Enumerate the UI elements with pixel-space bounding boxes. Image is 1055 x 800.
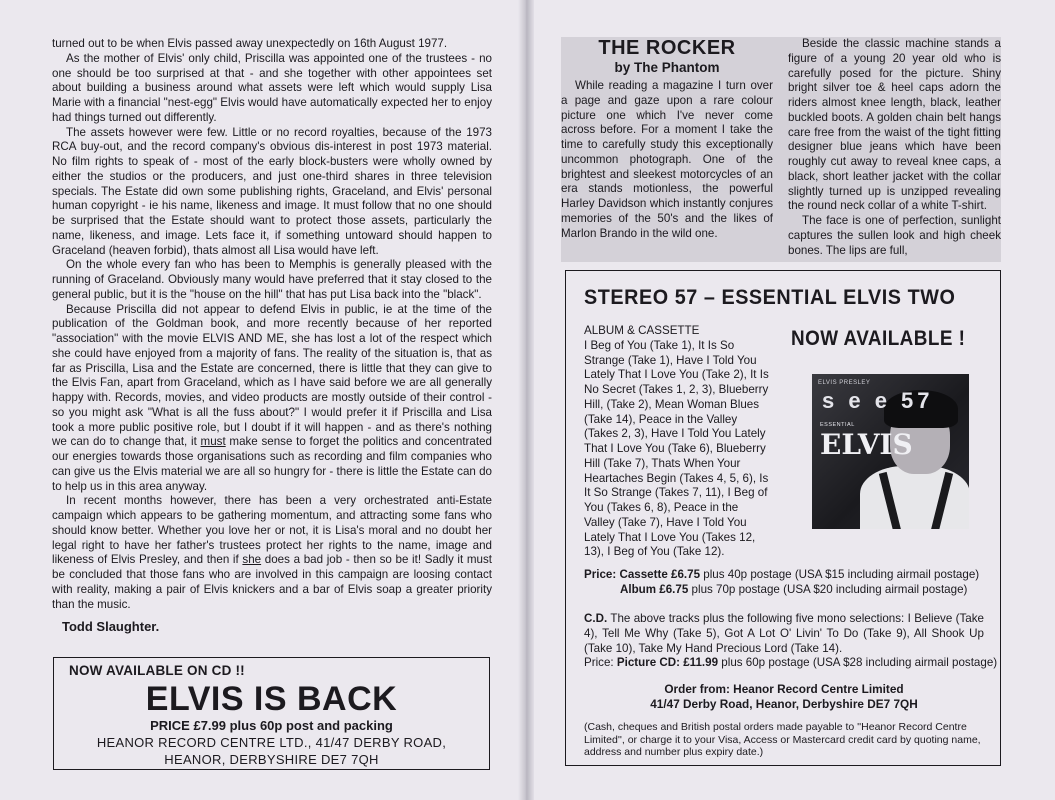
paragraph: turned out to be when Elvis passed away unexpectedly on 16th August 1977. bbox=[52, 37, 448, 50]
order-line: Order from: Heanor Record Centre Limited bbox=[664, 682, 904, 696]
ad-now-available: NOW AVAILABLE ! bbox=[791, 327, 966, 350]
cd-price-label: Picture CD: £11.99 bbox=[616, 656, 719, 669]
album-label: Album £6.75 bbox=[620, 583, 689, 596]
cd-label: C.D. bbox=[584, 612, 608, 625]
ad-title: ELVIS IS BACK bbox=[145, 680, 398, 718]
track-list bbox=[584, 324, 772, 560]
paragraph: Beside the classic machine stands a figure of a young 20 year old who is carefully posed for the picture. Shiny bright silver toe & heel caps adorn the riders almost knee length, black, leather buckled boots. A golden chain belt hangs care free from the waist of the tight fitting designer blue jeans which have been roughly cut away to reveal knee caps, a black, short leather jacket with the collar slightly turned up is unzipped revealing the round neck collar of a white T-shirt. bbox=[788, 37, 1001, 213]
cover-essential: ESSENTIAL bbox=[820, 422, 855, 428]
article-title: THE ROCKER bbox=[598, 37, 736, 59]
cd-price-rest: plus 60p postage (USA $28 including airmail postage) bbox=[721, 656, 998, 669]
paragraph-text: Because Priscilla did not appear to defend Elvis in public, ie at the time of the publication of the Goldman book, and more recently because of her reported "association" with the movie ELVIS AND ME, she has lost a lot of the respect which she could have enjoyed from a majority of fans. The reality of the situation is, that as far as Priscilla, Lisa and the Estate are concerned, there is little that they can give to the Elvis Fan, apart from Graceland, which as I have said before we are all generally happy with. Records, movies, and video products are mostly outside of their control - so you might ask "What is all the fuss about?" I would prefer it if Priscilla and Lisa took a more public positive role, but I doubt if it will happen - and as there's nothing we can do to change that, it bbox=[52, 302, 492, 449]
ad-title: STEREO 57 – ESSENTIAL ELVIS TWO bbox=[584, 285, 956, 309]
ad-kicker: NOW AVAILABLE ON CD !! bbox=[69, 663, 245, 678]
paragraph: On the whole every fan who has been to Memphis is generally pleased with the running of Graceland. Obviously many would have preferred that it stay closed to the general public, but it is the "house on the hill" that has put Lisa back into the "black". bbox=[52, 258, 492, 301]
article-byline: by The Phantom bbox=[614, 60, 720, 75]
the-rocker-article bbox=[561, 37, 1001, 262]
paragraph bbox=[52, 303, 492, 495]
album-price bbox=[584, 582, 994, 597]
elvis-is-back-ad bbox=[53, 657, 490, 770]
paragraph bbox=[52, 494, 492, 612]
cassette-rest: plus 40p postage (USA $15 including airmail postage) bbox=[703, 568, 980, 581]
cassette-label: Cassette £6.75 bbox=[619, 568, 701, 581]
ad-address-line: HEANOR RECORD CENTRE LTD., 41/47 DERBY ROAD, bbox=[96, 735, 447, 750]
cover-name: ELVIS bbox=[820, 428, 913, 461]
cd-text: The above tracks plus the following five mono selections: I Believe (Take 4), Tell Me Why (Take 5), Got A Lot O' Livin' To Do (Take 9), All Shook Up (Take 10), Take My Hand Precious Lord (Take 14). bbox=[584, 612, 984, 655]
paragraph-text: does a bad job - then so be it! Sadly it must be concluded that those fans who are involved in this campaign are loosing contact with reality, making a pair of Elvis knickers and a bar of Elvis soap a greater priority than the music. bbox=[52, 553, 492, 611]
cover-number: s e e 57 bbox=[822, 388, 934, 413]
cd-description bbox=[584, 611, 984, 656]
paragraph: The face is one of perfection, sunlight captures the sullen look and high cheek bones. The lips are full, bbox=[788, 214, 1001, 257]
emphasis-she: she bbox=[242, 553, 262, 567]
left-article bbox=[52, 37, 492, 635]
paragraph-text: In recent months however, there has been a very orchestrated anti-Estate campaign which appears to be gathering momentum, and attracting some fans who should know better. Whether you love her or not, it is Lisa's moral and no doubt her legal right to have her father's trustees protect her rights to the name, image and likeness of Elvis Presley, and then if bbox=[52, 494, 492, 567]
ad-address-line: HEANOR, DERBYSHIRE DE7 7QH bbox=[164, 752, 379, 767]
payment-note: (Cash, cheques and British postal orders made payable to ''Heanor Record Centre Limited'', or charge it to your Visa, Access or Mastercard credit card by quoting name, address and number plus expiry date.) bbox=[584, 721, 981, 758]
paragraph: While reading a magazine I turn over a page and gaze upon a rare colour picture one which I've never come across before. For a moment I take the time to carefully study this exceptionally uncommon photograph. One of the brightest and sleekest motorcycles of an era stands motionless, the powerful Harley Davidson which instantly conjures memories of the 50's and the likes of Marlon Brando in the wild one. bbox=[561, 79, 773, 240]
paragraph: As the mother of Elvis' only child, Priscilla was appointed one of the trustees - no one should be too surprised at that - and she together with other appointees set about building a business around what assets were left which would supply Lisa Marie with a financial "nest-egg" Elvis would have automatically expected her to enjoy had things turned out differently. bbox=[52, 51, 492, 124]
price-label: Price: bbox=[584, 568, 617, 581]
rocker-column-left bbox=[561, 37, 773, 241]
order-info bbox=[566, 682, 1002, 712]
cassette-price bbox=[584, 567, 994, 582]
ad-price: PRICE £7.99 plus 60p post and packing bbox=[150, 718, 393, 733]
price-block bbox=[584, 567, 994, 597]
album-rest: plus 70p postage (USA $20 including airmail postage) bbox=[691, 583, 968, 596]
tracks-text: I Beg of You (Take 1), It Is So Strange (Take 1), Have I Told You Lately That I Love You (Take 2), It Is No Secret (Takes 1, 2, 3), Blueberry Hill, (Take 2), Mean Woman Blues (Take 14), Peace in the Valley (Takes 2, 3), Have I Told You Lately That I Love You (Take 6), Blueberry Hill (Take 7), Thats When Your Heartaches Begin (Takes 4, 5, 6), Is It So Strange (Takes 7, 11), I Beg of You (Takes 6, 8), Peace in the Valley (Take 7), Have I Told You Lately That I Love You (Takes 12, 13), I Beg of You (Take 12). bbox=[584, 338, 769, 559]
album-cover-image bbox=[812, 374, 969, 529]
author-signature: Todd Slaughter. bbox=[62, 619, 160, 635]
cd-price bbox=[584, 656, 998, 669]
paragraph: The assets however were few. Little or no record royalties, because of the 1973 RCA buy-out, and the record company's obvious dis-interest in post 1973 material. No film rights to speak of - most of the early block-busters were wholly owned by either the studios or the producers, and just one-third shares in three television specials. The Estate did own some publishing rights, Graceland, and Elvis' personal human copyright - ie his name, likeness and image. It must follow that no one should be surprised that the Estate should want to protect those assets, particularly the name, likeness, and image. Lets face it, if something untoward should happen to Graceland (heaven forbid), thats almost all Lisa would have left. bbox=[52, 125, 492, 257]
emphasis-must: must bbox=[200, 435, 226, 449]
order-line: 41/47 Derby Road, Heanor, Derbyshire DE7 7QH bbox=[650, 697, 918, 711]
cover-brand: ELVIS PRESLEY bbox=[818, 380, 871, 386]
stereo-57-ad bbox=[565, 270, 1001, 766]
paragraph-text: make sense to forget the politics and concentrated our energies towards those organisations such as recording and film companies who can give us the Elvis material we are all so hungry for - there is little the Estate can do to help us in this area anyway. bbox=[52, 435, 492, 493]
rocker-column-right bbox=[788, 37, 1001, 258]
format-label: ALBUM & CASSETTE bbox=[584, 324, 700, 337]
page-gutter bbox=[518, 0, 534, 800]
price-label: Price: bbox=[584, 656, 614, 669]
